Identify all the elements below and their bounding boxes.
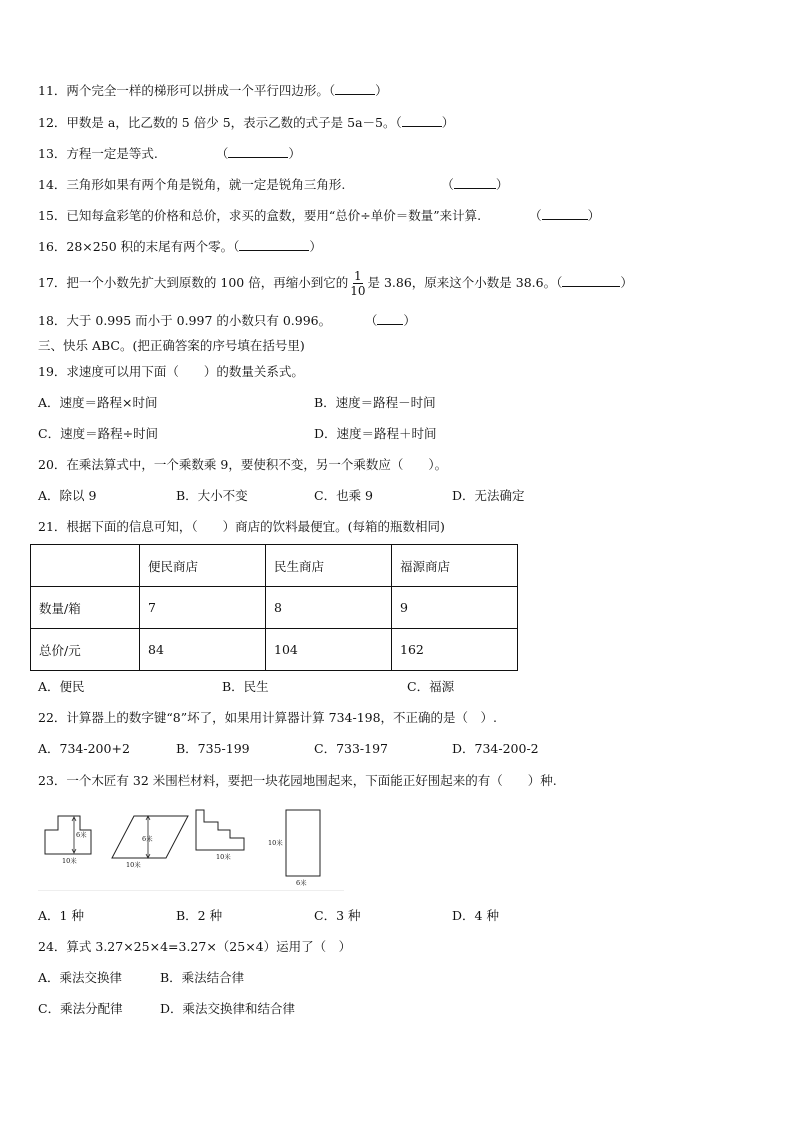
fraction-denominator: 10	[350, 284, 366, 298]
table-header-cell: 便民商店	[140, 545, 266, 587]
table-header-cell: 福源商店	[392, 545, 518, 587]
table-cell: 总价/元	[31, 629, 140, 671]
answer-blank[interactable]	[228, 145, 288, 158]
table-cell: 104	[266, 629, 392, 671]
table-header-row	[31, 545, 518, 587]
option-c[interactable]: C．乘法分配律	[38, 1001, 123, 1016]
fraction	[350, 269, 365, 298]
option-d[interactable]: D．速度＝路程＋时间	[314, 426, 437, 441]
question-17-text-2: 是 3.86，原来这个小数是 38.6。（	[367, 275, 563, 290]
question-15-text: 15．已知每盒彩笔的价格和总价，求买的盒数，要用“总价÷单价＝数量”来计算.	[38, 208, 482, 223]
answer-blank[interactable]	[542, 207, 588, 220]
paren: ）	[375, 83, 388, 98]
question-21: 21．根据下面的信息可知，（ ）商店的饮料最便宜。(每箱的瓶数相同)	[38, 519, 445, 534]
option-c[interactable]: C．速度＝路程÷时间	[38, 426, 159, 441]
option-c[interactable]: C．福源	[407, 679, 455, 694]
shape-c-width-label: 10米	[216, 853, 231, 861]
option-a[interactable]: A．1 种	[38, 908, 84, 923]
shape-d	[286, 810, 320, 876]
paren: ）	[587, 208, 601, 223]
table-cell: 7	[140, 587, 266, 629]
question-17	[38, 268, 633, 298]
question-12	[38, 114, 454, 131]
paren: ）	[495, 177, 509, 192]
shape-a-height-label: 6米	[76, 831, 87, 839]
option-c[interactable]: C．也乘 9	[314, 488, 373, 503]
table-cell: 8	[266, 587, 392, 629]
option-d[interactable]: D．乘法交换律和结合律	[160, 1001, 296, 1016]
answer-blank[interactable]	[402, 114, 442, 127]
question-14-text: 14．三角形如果有两个角是锐角，就一定是锐角三角形.	[38, 177, 346, 192]
fraction-numerator: 1	[354, 269, 362, 283]
shape-d-width-label: 6米	[296, 879, 307, 887]
option-b[interactable]: B．大小不变	[176, 488, 248, 503]
answer-blank[interactable]	[454, 176, 496, 189]
option-c[interactable]: C．3 种	[314, 908, 361, 923]
option-b[interactable]: B．乘法结合律	[160, 970, 245, 985]
option-a[interactable]: A．乘法交换律	[38, 970, 123, 985]
paren: （	[441, 177, 454, 192]
shape-d-height-label: 10米	[268, 839, 283, 847]
option-a[interactable]: A．734-200+2	[38, 741, 130, 756]
question-17-text: 17．把一个小数先扩大到原数的 100 倍，再缩小到它的	[38, 275, 349, 290]
table-cell	[31, 545, 140, 587]
answer-blank[interactable]	[377, 312, 403, 325]
question-23: 23．一个木匠有 32 米围栏材料，要把一块花园地围起来，下面能正好围起来的有（ ）种.	[38, 773, 557, 788]
paren: （	[215, 146, 229, 161]
question-20: 20．在乘法算式中，一个乘数乘 9，要使积不变，另一个乘数应（ ）。	[38, 457, 448, 472]
question-22: 22．计算器上的数字键“8”坏了，如果用计算器计算 734-198，不正确的是（ ）.	[38, 710, 498, 725]
option-b[interactable]: B．民生	[222, 679, 269, 694]
question-18-text: 18．大于 0.995 而小于 0.997 的小数只有 0.996。	[38, 313, 332, 328]
shape-b-width-label: 10米	[126, 861, 141, 869]
option-d[interactable]: D．无法确定	[452, 488, 525, 503]
table-cell: 数量/箱	[31, 587, 140, 629]
question-16	[38, 238, 322, 255]
question-18	[38, 312, 416, 329]
answer-blank[interactable]	[562, 274, 620, 287]
option-d[interactable]: D．4 种	[452, 908, 499, 923]
option-b[interactable]: B．735-199	[176, 741, 250, 756]
question-11	[38, 82, 388, 99]
question-16-text: 16．28×250 积的末尾有两个零。（	[38, 239, 240, 254]
paren: ）	[309, 239, 322, 254]
option-a[interactable]: A．除以 9	[38, 488, 97, 503]
question-24: 24．算式 3.27×25×4=3.27×（25×4）运用了（ ）	[38, 939, 352, 954]
option-d[interactable]: D．734-200-2	[452, 741, 539, 756]
option-b[interactable]: B．2 种	[176, 908, 223, 923]
paren: ）	[403, 313, 416, 328]
paren: （	[529, 208, 542, 223]
paren: ）	[620, 275, 633, 290]
question-11-text: 11．两个完全一样的梯形可以拼成一个平行四边形。（	[38, 83, 336, 98]
price-table	[30, 544, 518, 671]
question-15	[38, 207, 600, 224]
option-c[interactable]: C．733-197	[314, 741, 389, 756]
question-13	[38, 145, 301, 162]
shape-c	[196, 810, 244, 850]
table-row	[31, 629, 518, 671]
table-row	[31, 587, 518, 629]
table-cell: 9	[392, 587, 518, 629]
table-header-cell: 民生商店	[266, 545, 392, 587]
garden-shapes-figure	[38, 804, 344, 891]
shape-a-width-label: 10米	[62, 857, 77, 865]
question-19: 19．求速度可以用下面（ ）的数量关系式。	[38, 364, 304, 379]
paren: （	[371, 313, 378, 328]
table-cell: 84	[140, 629, 266, 671]
option-b[interactable]: B．速度＝路程－时间	[314, 395, 436, 410]
paren: ）	[441, 115, 455, 130]
section-heading: 三、快乐 ABC。(把正确答案的序号填在括号里)	[38, 338, 305, 353]
answer-blank[interactable]	[239, 238, 309, 251]
table-cell: 162	[392, 629, 518, 671]
option-a[interactable]: A．便民	[38, 679, 85, 694]
question-14	[38, 176, 508, 193]
paren: ）	[288, 146, 301, 161]
option-a[interactable]: A．速度＝路程×时间	[38, 395, 158, 410]
shape-b-height-label: 6米	[142, 835, 153, 843]
answer-blank[interactable]	[335, 82, 375, 95]
question-13-text: 13．方程一定是等式.	[38, 146, 158, 161]
question-12-text: 12．甲数是 a，比乙数的 5 倍少 5，表示乙数的式子是 5a－5。（	[38, 115, 402, 130]
